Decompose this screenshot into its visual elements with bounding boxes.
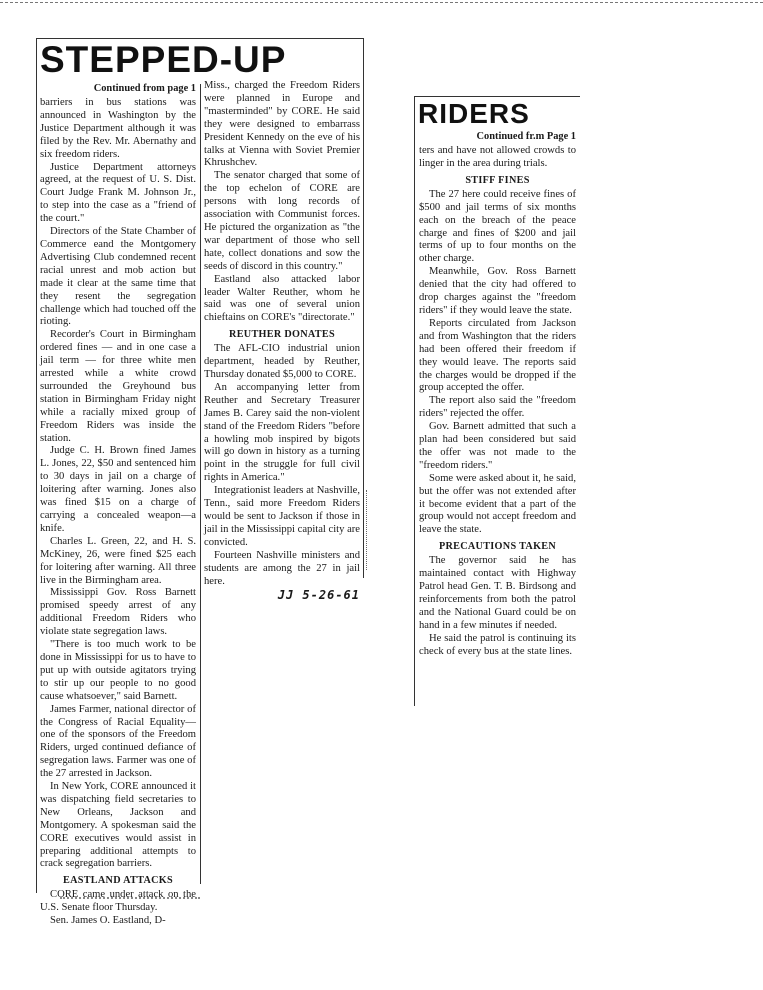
paragraph: ters and have not allowed crowds to linger in the area during trials. xyxy=(419,145,576,169)
paragraph: Fourteen Nashville ministers and students are among the 27 in jail here. xyxy=(204,549,360,587)
paragraph: Charles L. Green, 22, and H. S. McKiney, 26, were fined $25 each for loitering after warning. All three live in the Birmingham area. xyxy=(40,535,196,586)
continued-line: Continued from page 1 xyxy=(93,83,196,94)
column-riders xyxy=(419,130,576,659)
paragraph: The senator charged that some of the top echelon of CORE are persons with long records of association with Communist forces. He pictured the organization as "the war department of those who sell hate, collect donations and sow the seeds of discord in this country." xyxy=(204,170,360,272)
column-divider xyxy=(200,84,201,884)
paragraph: Sen. James O. Eastland, D- xyxy=(50,915,166,927)
paragraph: Miss., charged the Freedom Riders were planned in Europe and "masterminded" by CORE. He said they were designed to embarrass President Kennedy on the eve of his talks at Vienna with Soviet Premier Khrushchev. xyxy=(204,80,360,169)
column-2 xyxy=(204,80,360,604)
clipping-top-border xyxy=(414,96,580,97)
paragraph: The AFL-CIO industrial union department, headed by Reuther, Thursday donated $5,000 to CORE. xyxy=(204,343,360,381)
paragraph: Gov. Barnett admitted that such a plan had been considered but said the offer was not made to the "freedom riders." xyxy=(419,421,576,471)
clipping-left-border xyxy=(414,96,415,706)
paragraph: An accompanying letter from Reuther and Secretary Treasurer James B. Carey said the non-violent stand of the Freedom Riders "before a howling mob inspired by bigots will go down in history as a turning point in the struggle for full civil rights in America." xyxy=(204,381,360,484)
paragraph: "There is too much work to be done in Mississippi for us to have to put up with outside agitators trying to stir up our people to no good cause whatsoever," said Barnett. xyxy=(40,639,196,702)
paragraph: Integrationist leaders at Nashville, Tenn., said more Freedom Riders would be sent to Jackson if those in jail in the Mississippi capital city are convicted. xyxy=(204,485,360,548)
subhead-precautions-taken: PRECAUTIONS TAKEN xyxy=(438,541,557,553)
paragraph: Justice Department attorneys agreed, at the request of U. S. Dist. Court Judge Frank M. Johnson Jr., to step into the case as a "friend of the court." xyxy=(40,161,196,225)
paragraph: The governor said he has maintained contact with Highway Patrol head Gen. T. B. Birdsong and reinforcements from both the patrol and the National Guard could be on hand in a few minutes if needed. xyxy=(419,555,576,631)
paragraph: CORE came under attack on the U.S. Senate floor Thursday. xyxy=(40,889,196,914)
paragraph: Directors of the State Chamber of Commerce eand the Montgomery Advertising Club condemned recent racial unrest and mob action but made it clear at the same time that they resent the segregation challenge which had touched off the rioting. xyxy=(40,226,196,328)
paragraph: Judge C. H. Brown fined James L. Jones, 22, $50 and sentenced him to 30 days in jail on a charge of loitering after warning. Jones also was fined $15 on a charge of carrying a concealed weapon—a knife. xyxy=(40,445,196,534)
clipping-right-border xyxy=(363,38,364,578)
paragraph: The report also said the "freedom riders" rejected the offer. xyxy=(419,395,576,420)
paragraph: Recorder's Court in Birmingham ordered fines — and in one case a jail term — for three white men arrested while a white crowd surrounded the Greyhound bus station in Birmingham Friday night while a racially mixed group of Freedom Riders was inside the station. xyxy=(40,329,196,444)
subhead-reuther-donates: REUTHER DONATES xyxy=(229,329,335,341)
handwritten-date-note: JJ 5-26-61 xyxy=(277,588,360,603)
torn-bottom-edge xyxy=(60,897,200,899)
continued-line: Continued fr.m Page 1 xyxy=(476,131,576,142)
paragraph: Meanwhile, Gov. Ross Barnett denied that the city had offered to drop charges against the "freedom riders" if they would leave the state. xyxy=(419,266,576,316)
headline-stepped-up: STEPPED-UP xyxy=(40,39,287,80)
paragraph: The 27 here could receive fines of $500 and jail terms of six months each on the breach of the peace charge and fines of $200 and jail terms of up to four months on the other charge. xyxy=(419,188,576,265)
subhead-stiff-fines: STIFF FINES xyxy=(465,174,530,186)
paragraph: Mississippi Gov. Ross Barnett promised speedy arrest of any additional Freedom Riders who violate state segregation laws. xyxy=(40,587,196,638)
column-1 xyxy=(40,82,196,928)
paragraph: Eastland also attacked labor leader Walter Reuther, whom he said was one of several union chieftains on CORE's "directorate." xyxy=(204,273,360,324)
headline-riders: RIDERS xyxy=(418,98,530,129)
subhead-eastland-attacks: EASTLAND ATTACKS xyxy=(62,875,173,887)
torn-edge-marks xyxy=(366,490,367,570)
paragraph: barriers in bus stations was announced in Washington by the Justice Department although it was filed by the Rev. Mr. Abernathy and six freedom riders. xyxy=(40,97,196,160)
paragraph: James Farmer, national director of the Congress of Racial Equality—one of the sponsors of the Freedom Riders, urged continued defiance of segregation laws. Farmer was one of the 27 arrested in Jackson. xyxy=(40,703,196,780)
clipping-left-border xyxy=(36,38,37,893)
paragraph: Reports circulated from Jackson and from Washington that the riders had been offered their freedom if they would leave. The reports said the charges would be dropped if the group accepted the offer. xyxy=(419,317,576,394)
paragraph: In New York, CORE announced it was dispatching field secretaries to New Orleans, Jackson and Montgomery. A spokesman said the CORE executives would assist in preparing additional attempts to crack segregation barriers. xyxy=(40,781,196,870)
top-dashed-edge xyxy=(0,2,763,3)
paragraph: Some were asked about it, he said, but the offer was not extended after it become evident that a part of the group would not accept freedom and leave the state. xyxy=(419,472,576,536)
paragraph: He said the patrol is continuing its check of every bus at the state lines. xyxy=(419,632,576,657)
